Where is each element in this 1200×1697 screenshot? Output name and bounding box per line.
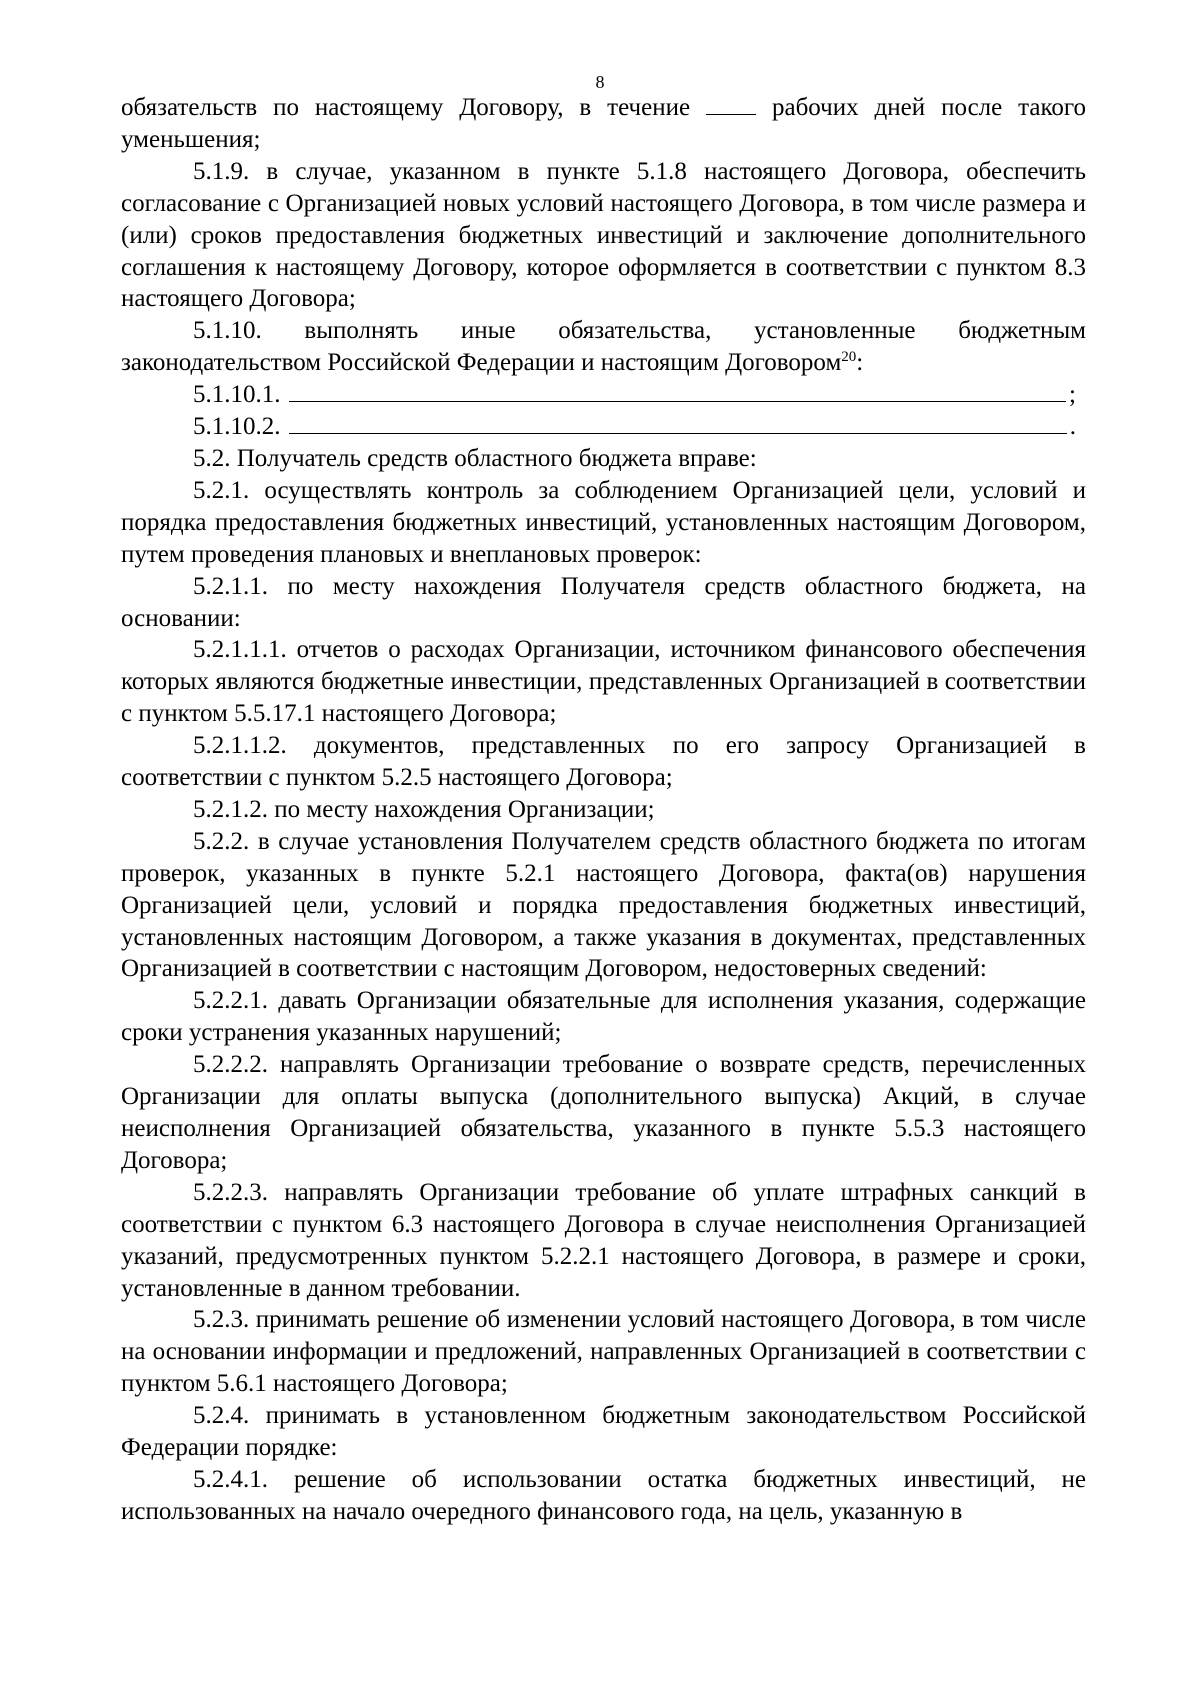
paragraph-5-2-2-2: 5.2.2.2. направлять Организации требование о возврате средств, перечисленных Организации для оплаты выпуска (дополнительного выпуска) Акций, в случае неисполнения Организацией обязательства, указанного в пункте 5.5.3 настоящего Договора;: [121, 1051, 1086, 1174]
paragraph-5-2-1-1-1: 5.2.1.1.1. отчетов о расходах Организации, источником финансового обеспечения которых являются бюджетные инвестиции, представленных Организацией в соответствии с пунктом 5.5.17.1 настоящего Договора;: [121, 636, 1086, 728]
paragraph-5-2-1: 5.2.1. осуществлять контроль за соблюдением Организацией цели, условий и порядка предоставления бюджетных инвестиций, установленных настоящим Договором, путем проведения плановых и внеплановых проверок:: [121, 476, 1086, 568]
item-number: 5.1.10.1.: [193, 381, 281, 409]
paragraph-5-2-2-1: 5.2.2.1. давать Организации обязательные для исполнения указания, содержащие сроки устранения указанных нарушений;: [121, 987, 1086, 1047]
line-end-punct: ;: [1069, 381, 1076, 409]
paragraph-5-2-1-1-2: 5.2.1.1.2. документов, представленных по его запросу Организацией в соответствии с пунктом 5.2.5 настоящего Договора;: [121, 732, 1086, 792]
paragraph-text: обязательств по настоящему Договору, в течение: [121, 94, 691, 121]
item-number: 5.1.10.2.: [193, 413, 281, 441]
paragraph-5-2-2: 5.2.2. в случае установления Получателем средств областного бюджета по итогам проверок, указанных в пункте 5.2.1 настоящего Договора, факта(ов) нарушения Организацией цели, условий и порядка предоставления бюджетных инвестиций, установленных настоящим Договором, а также указания в документах, представленных Организацией в соответствии с настоящим Договором, недостоверных сведений:: [121, 827, 1086, 983]
paragraph-5-1-10-1: [121, 379, 1086, 411]
paragraph-5-2: 5.2. Получатель средств областного бюджета вправе:: [193, 444, 757, 472]
paragraph-5-1-10: [121, 315, 1086, 379]
paragraph-5-2-2-3: 5.2.2.3. направлять Организации требование об уплате штрафных санкций в соответствии с пунктом 6.3 настоящего Договора в случае неисполнения Организацией указаний, предусмотренных пунктом 5.2.2.1 настоящего Договора, в размере и сроки, установленные в данном требовании.: [121, 1178, 1086, 1302]
blank-line: [289, 381, 1067, 402]
paragraph-5-2-1-1: 5.2.1.1. по месту нахождения Получателя средств областного бюджета, на основании:: [121, 572, 1086, 632]
paragraph-5-2-3: 5.2.3. принимать решение об изменении условий настоящего Договора, в том числе на основании информации и предложений, направленных Организацией в соответствии с пунктом 5.6.1 настоящего Договора;: [121, 1306, 1086, 1398]
footnote-ref: 20: [841, 349, 857, 366]
paragraph-obligations-reduction: [121, 92, 1086, 156]
blank-line: [289, 413, 1067, 434]
paragraph-text: :: [856, 349, 864, 377]
paragraph-5-2-4-1: 5.2.4.1. решение об использовании остатка бюджетных инвестиций, не использованных на начало очередного финансового года, на цель, указанную в: [121, 1465, 1086, 1525]
line-end-punct: .: [1069, 413, 1076, 441]
page-number: 8: [595, 72, 605, 92]
paragraph-5-1-9: 5.1.9. в случае, указанном в пункте 5.1.8 настоящего Договора, обеспечить согласование с Организацией новых условий настоящего Договора, в том числе размера и (или) сроков предоставления бюджетных инвестиций и заключение дополнительного соглашения к настоящему Договору, которое оформляется в соответствии с пунктом 8.3 настоящего Договора;: [121, 157, 1086, 313]
blank-days-field: [706, 96, 756, 115]
paragraph-5-1-10-2: [121, 411, 1086, 443]
paragraph-text: рабочих дней после такого уменьшения;: [121, 94, 1087, 153]
paragraph-5-2-1-2: 5.2.1.2. по месту нахождения Организации;: [193, 795, 655, 823]
paragraph-text: 5.1.10. выполнять иные обязательства, установленные бюджетным законодательством Российской Федерации и настоящим Договором: [121, 317, 1086, 377]
paragraph-5-2-4: 5.2.4. принимать в установленном бюджетным законодательством Российской Федерации порядке:: [121, 1402, 1086, 1462]
document-body: [121, 92, 1086, 1528]
